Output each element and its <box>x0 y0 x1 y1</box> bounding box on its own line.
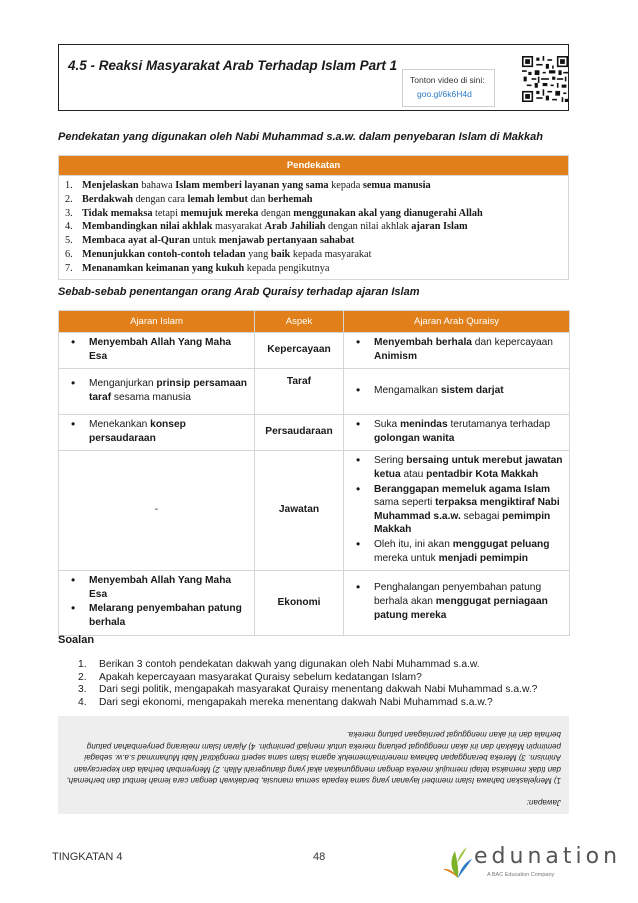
table-row <box>59 333 570 369</box>
item-number: 6. <box>65 248 73 260</box>
bullet-text: Oleh itu, ini akan <box>374 538 453 550</box>
cell-ajaran-quraisy <box>344 415 570 451</box>
pendekatan-item <box>65 262 564 276</box>
bullet-text: golongan wanita <box>374 432 455 444</box>
table-row <box>59 571 570 635</box>
item-text: ajaran Islam <box>411 221 468 233</box>
answer-line: pemimpin Makkah dan ini akan menggugat peluang mereka untuk menjadi pemimpin. 4) Ajaran Islam melarang penyembahan patung <box>86 742 561 751</box>
item-text: Membandingkan nilai akhlak <box>82 221 213 233</box>
page-title: 4.5 - Reaksi Masyarakat Arab Terhadap Islam Part 1 <box>68 58 398 73</box>
item-text: Membaca ayat al-Quran <box>82 235 191 247</box>
pendekatan-item <box>65 220 564 234</box>
page-number: 48 <box>313 851 326 863</box>
bullet-text: Sering <box>374 455 407 467</box>
bullet-list <box>350 336 563 363</box>
cell-aspek: Ekonomi <box>255 571 344 635</box>
cell-aspek: Jawatan <box>255 451 344 571</box>
section-heading-pendekatan: Pendekatan yang digunakan oleh Nabi Muhammad s.a.w. dalam penyebaran Islam di Makkah <box>58 131 543 143</box>
bullet-text: Melarang penyembahan patung berhala <box>89 603 242 628</box>
bullet-text: sama seperti <box>374 497 436 509</box>
bullet-text: bersaing untuk merebut jawatan ketua <box>374 455 563 480</box>
bullet-item <box>350 384 563 398</box>
item-text: Arab Jahiliah <box>264 221 326 233</box>
question-item <box>78 672 422 684</box>
item-text: tetapi <box>152 207 181 219</box>
item-text: menjawab pertanyaan sahabat <box>218 235 355 247</box>
answer-label: Jawapan: <box>526 798 561 807</box>
bullet-text: Beranggapan memeluk agama Islam <box>374 483 551 495</box>
item-text: dan <box>247 193 268 205</box>
bullet-item <box>350 336 563 363</box>
cell-ajaran-quraisy <box>344 571 570 635</box>
cell-ajaran-quraisy <box>344 451 570 571</box>
bullet-text: Mengamalkan <box>374 384 441 396</box>
item-number: 5. <box>65 235 73 247</box>
bullet-list <box>65 418 248 445</box>
question-number: 3. <box>78 684 87 695</box>
question-item <box>78 684 537 696</box>
item-number: 1. <box>65 180 73 191</box>
item-text: Menanamkan keimanan yang kukuh <box>82 262 245 274</box>
question-item <box>78 659 480 671</box>
bullet-item <box>65 336 248 363</box>
item-text: menggunakan akal yang dianugerahi Allah <box>293 207 483 219</box>
bullet-text: terutamanya terhadap <box>447 419 551 431</box>
empty-dash: - <box>154 504 159 516</box>
bullet-text: dan kepercayaan <box>471 337 553 348</box>
question-number: 4. <box>78 696 87 708</box>
cell-ajaran-islam <box>59 451 255 571</box>
pendekatan-list <box>59 176 569 280</box>
bullet-text: menjadi pemimpin <box>438 552 529 564</box>
col-header-ajaran-quraisy: Ajaran Arab Quraisy <box>344 311 570 333</box>
video-callout <box>402 69 495 107</box>
item-text: Menunjukkan contoh-contoh teladan <box>82 248 246 260</box>
item-text: Tidak memaksa <box>82 207 153 219</box>
bullet-text: Animism <box>374 350 418 362</box>
item-text: Islam memberi layanan yang sama <box>175 180 329 191</box>
question-text: Apakah kepercayaan masyarakat Quraisy sebelum kedatangan Islam? <box>99 671 422 683</box>
cell-ajaran-islam <box>59 415 255 451</box>
bullet-text: Menyembah Allah Yang Maha Esa <box>89 337 232 362</box>
bullet-item <box>350 581 563 622</box>
bullet-text: Penghalangan penyembahan patung berhala akan <box>374 582 542 608</box>
item-text: lemah lembut <box>187 193 248 205</box>
bullet-text: menindas <box>400 419 448 431</box>
bullet-item <box>65 574 248 601</box>
item-text: baik <box>270 248 291 260</box>
answer-box <box>58 716 569 814</box>
item-number: 4. <box>65 221 73 233</box>
bullet-list <box>350 418 563 445</box>
col-header-aspek: Aspek <box>255 311 344 333</box>
bullet-text: menggugat perniagaan patung mereka <box>374 596 548 621</box>
bullet-item <box>350 538 563 565</box>
penentangan-table <box>58 310 570 636</box>
item-text: dengan cara <box>132 193 188 205</box>
col-header-ajaran-islam: Ajaran Islam <box>59 311 255 333</box>
answer-line: 1) Menjelaskan bahawa Islam memberi layanan yang sama kepada semua manusia, berdakwah dengan cara lemah lembut dan berhemah, <box>66 776 561 786</box>
question-text: Berikan 3 contoh pendekatan dakwah yang digunakan oleh Nabi Muhammad s.a.w. <box>99 659 480 670</box>
cell-ajaran-quraisy <box>344 333 570 369</box>
pendekatan-header: Pendekatan <box>59 156 569 176</box>
bullet-text: Menyembah berhala <box>374 337 472 348</box>
item-number: 3. <box>65 207 73 219</box>
item-text: kepada masyarakat <box>290 248 372 260</box>
table-row <box>59 415 570 451</box>
table-row <box>59 451 570 571</box>
pendekatan-table <box>58 155 569 280</box>
bullet-list <box>350 581 563 622</box>
bullet-text: sebagai <box>460 510 503 522</box>
bullet-list <box>350 384 563 398</box>
bullet-item <box>65 418 248 445</box>
bullet-list <box>350 454 563 565</box>
bullet-list <box>65 336 248 363</box>
bullet-item <box>65 602 248 629</box>
bullet-text: Menganjurkan <box>89 378 157 390</box>
answer-text <box>66 722 561 808</box>
video-label: Tonton video di sini: <box>410 75 485 85</box>
bullet-item <box>350 454 563 481</box>
bullet-text: Menekankan <box>89 419 151 431</box>
bullet-item <box>350 418 563 445</box>
bullet-item <box>65 377 248 404</box>
bullet-text: mereka untuk <box>374 552 439 564</box>
edunation-tagline: A BAC Education Company <box>487 872 555 878</box>
pendekatan-item <box>65 179 564 193</box>
section-heading-penentangan: Sebab-sebab penentangan orang Arab Quraisy terhadap ajaran Islam <box>58 286 420 298</box>
cell-aspek: Persaudaraan <box>255 415 344 451</box>
item-text: dengan nilai akhlak <box>325 221 412 233</box>
question-text: Dari segi ekonomi, mengapakah mereka menentang dakwah Nabi Muhammad s.a.w.? <box>99 696 493 708</box>
item-text: untuk <box>190 235 219 247</box>
bullet-text: menggugat peluang <box>452 538 550 550</box>
item-text: semua manusia <box>362 180 431 191</box>
bullet-text: atau <box>400 468 427 480</box>
item-text: bahawa <box>138 180 176 191</box>
bullet-list <box>65 574 248 629</box>
item-text: kepada pengikutnya <box>244 262 330 274</box>
bullet-text: konsep persaudaraan <box>89 419 186 444</box>
cell-aspek: Kepercayaan <box>255 333 344 369</box>
pendekatan-item <box>65 193 564 207</box>
bullet-text: pentadbir Kota Makkah <box>426 468 539 480</box>
item-text: Berdakwah <box>82 193 133 205</box>
bullet-list <box>65 377 248 404</box>
bullet-text: pemimpin Makkah <box>374 510 551 536</box>
item-text: kepada <box>328 180 363 191</box>
question-number: 2. <box>78 671 87 683</box>
item-text: masyarakat <box>212 221 265 233</box>
bullet-text: Menyembah Allah Yang Maha Esa <box>89 575 232 600</box>
item-number: 7. <box>65 262 73 274</box>
header-box <box>58 44 569 111</box>
item-number: 2. <box>65 193 73 205</box>
cell-ajaran-islam <box>59 369 255 415</box>
item-text: memujuk mereka <box>180 207 259 219</box>
item-text: Menjelaskan <box>82 180 139 191</box>
cell-ajaran-islam <box>59 333 255 369</box>
bullet-text: Suka <box>374 419 401 431</box>
pendekatan-item <box>65 234 564 248</box>
footer-form-label: TINGKATAN 4 <box>52 851 123 863</box>
bullet-item <box>350 483 563 537</box>
soalan-heading: Soalan <box>58 634 95 646</box>
cell-aspek: Taraf <box>255 369 344 415</box>
cell-ajaran-quraisy <box>344 369 570 415</box>
question-text: Dari segi politik, mengapakah masyarakat Quraisy menentang dakwah Nabi Muhammad s.a.w.? <box>99 684 538 695</box>
bullet-text: sistem darjat <box>440 384 504 396</box>
cell-ajaran-islam <box>59 571 255 635</box>
video-link[interactable]: goo.gl/6k6H4d <box>417 89 472 99</box>
question-item <box>78 697 493 709</box>
table-row <box>59 369 570 415</box>
pendekatan-item <box>65 207 564 221</box>
bullet-text: prinsip persamaan taraf <box>89 378 247 403</box>
edunation-leaf-icon <box>443 845 473 879</box>
bullet-text: terpaksa mengiktiraf Nabi Muhammad s.a.w. <box>374 497 560 522</box>
item-text: yang <box>245 248 271 260</box>
pendekatan-item <box>65 248 564 262</box>
answer-line: Animism. 3) Mereka beranggapan bahawa menerima/memeluk agama Islam sama seperti mengiktiraf Nabi Muhammad s.a.w. sebagai <box>84 753 561 763</box>
qr-code-icon[interactable] <box>522 56 568 102</box>
question-number: 1. <box>78 659 87 670</box>
item-text: dengan <box>258 207 294 219</box>
edunation-logo: edunation <box>474 844 622 869</box>
answer-line: dan tidak memaksa tetapi memujuk mereka dengan menggunakan akal yang dianugerahi Allah. 2) Menyembah berhala dan kepercayaan <box>73 765 561 774</box>
answer-line: berhala dan ini akan menggugat perniagaan patung mereka. <box>346 730 561 740</box>
bullet-text: sesama manusia <box>111 391 191 403</box>
item-text: berhemah <box>267 193 313 205</box>
